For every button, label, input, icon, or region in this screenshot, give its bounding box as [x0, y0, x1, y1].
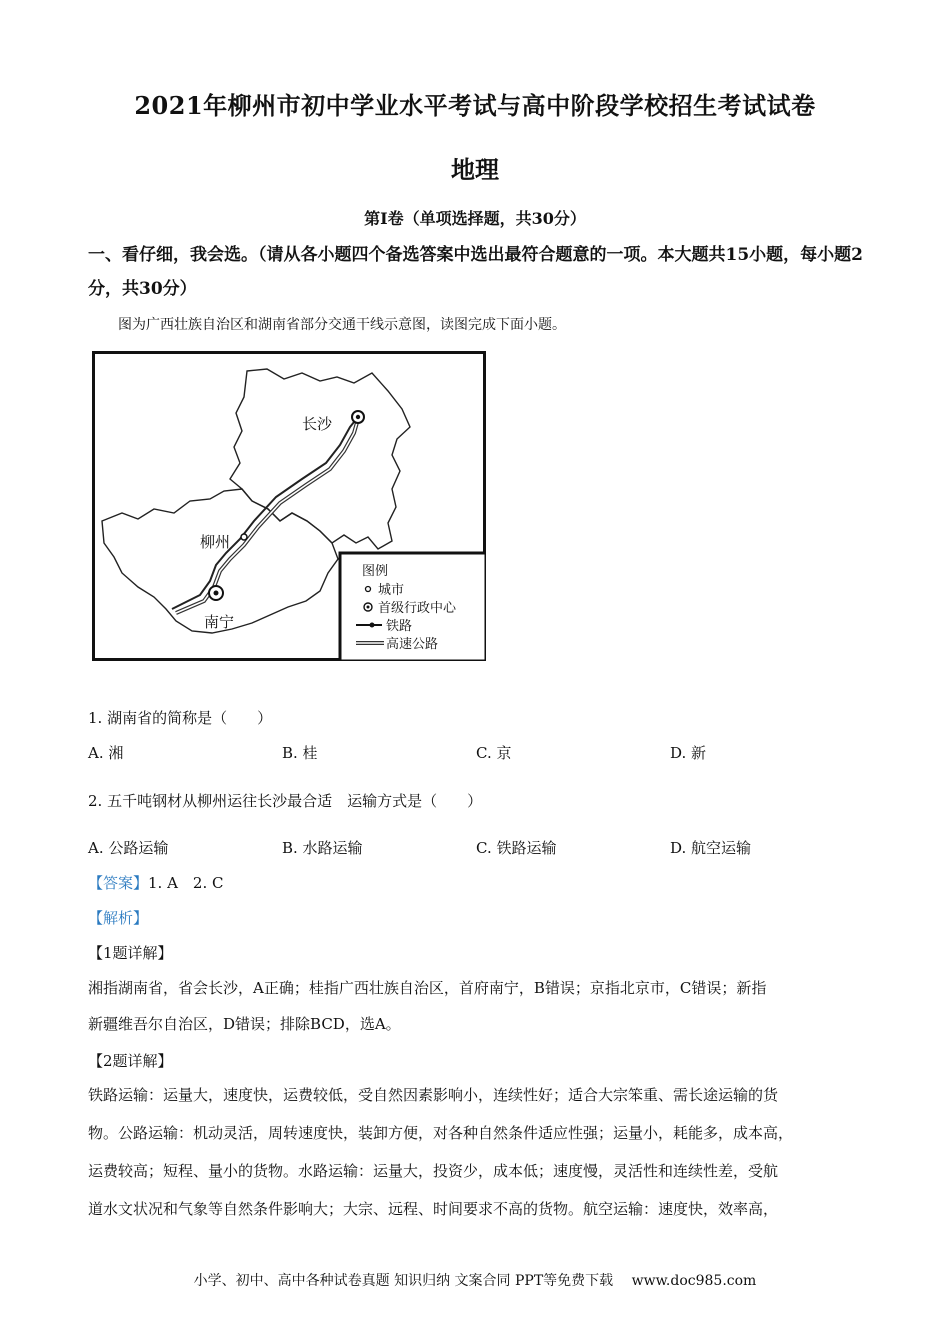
liuzhou-marker [241, 534, 247, 540]
analysis-tag: 【解析】 [88, 909, 149, 927]
legend-capital: 首级行政中心 [378, 601, 457, 616]
q2-option-c: C. 铁路运输 [476, 839, 557, 857]
q1-option-b: B. 桂 [282, 744, 318, 762]
question-2-stem: 2. 五千吨钢材从柳州运往长沙最合适 运输方式是（ ） [88, 792, 483, 810]
q2-option-b: B. 水路运输 [282, 839, 363, 857]
q1-option-c: C. 京 [476, 744, 512, 762]
nanning-label: 南宁 [204, 613, 235, 631]
legend-railway: 铁路 [386, 619, 413, 634]
q1-detail-tag: 【1题详解】 [88, 944, 173, 962]
legend-city-icon [366, 587, 371, 592]
section-heading: 第Ⅰ卷（单项选择题，共30分） [364, 209, 586, 228]
question-1-stem: 1. 湖南省的简称是（ ） [88, 709, 273, 727]
page-footer: 小学、初中、高中各种试卷真题 知识归纳 文案合同 PPT等免费下载 www.doc985.com [193, 1273, 757, 1289]
q1-option-d: D. 新 [670, 744, 707, 762]
q2-option-a: A. 公路运输 [88, 839, 169, 857]
q2-detail-tag: 【2题详解】 [88, 1052, 173, 1070]
liuzhou-label: 柳州 [200, 533, 231, 551]
answer-tag: 【答案】 [88, 874, 149, 892]
legend-highway: 高速公路 [386, 637, 439, 652]
q1-detail-line-1: 湘指湖南省，省会长沙，A正确；桂指广西壮族自治区，首府南宁，B错误；京指北京市，C错误；新指 [88, 979, 767, 997]
q2-detail-line-2: 物。公路运输：机动灵活，周转速度快，装卸方便，对各种自然条件适应性强；运量小，耗能多，成本高， [88, 1124, 794, 1142]
q1-detail-line-2: 新疆维吾尔自治区，D错误；排除BCD，选A。 [88, 1015, 401, 1033]
q2-option-d: D. 航空运输 [670, 839, 752, 857]
exam-title: 2021年柳州市初中学业水平考试与高中阶段学校招生考试试卷 [134, 91, 816, 120]
changsha-label: 长沙 [302, 415, 333, 433]
subject-title: 地理 [451, 155, 499, 184]
map-intro: 图为广西壮族自治区和湖南省部分交通干线示意图，读图完成下面小题。 [118, 317, 566, 333]
q2-detail-line-3: 运费较高；短程、量小的货物。水路运输：运量大，投资少，成本低；速度慢，灵活性和连续性差，受航 [88, 1162, 779, 1180]
q2-detail-line-1: 铁路运输：运量大，速度快，运费较低，受自然因素影响小，连续性好；适合大宗笨重、需长途运输的货 [88, 1086, 779, 1104]
q2-detail-line-4: 道水文状况和气象等自然条件影响大；大宗、远程、时间要求不高的货物。航空运输：速度快，效率高， [88, 1200, 779, 1218]
legend-city: 城市 [378, 583, 405, 598]
answer-text: 1. A 2. C [148, 874, 224, 892]
answer-line [88, 872, 224, 893]
instructions: 一、看仔细，我会选。（请从各小题四个备选答案中选出最符合题意的一项。本大题共15小题，每小题2分，共30分） [88, 245, 863, 299]
transport-map [92, 351, 486, 661]
legend-title: 图例 [362, 564, 389, 579]
q1-option-a: A. 湘 [88, 744, 124, 762]
